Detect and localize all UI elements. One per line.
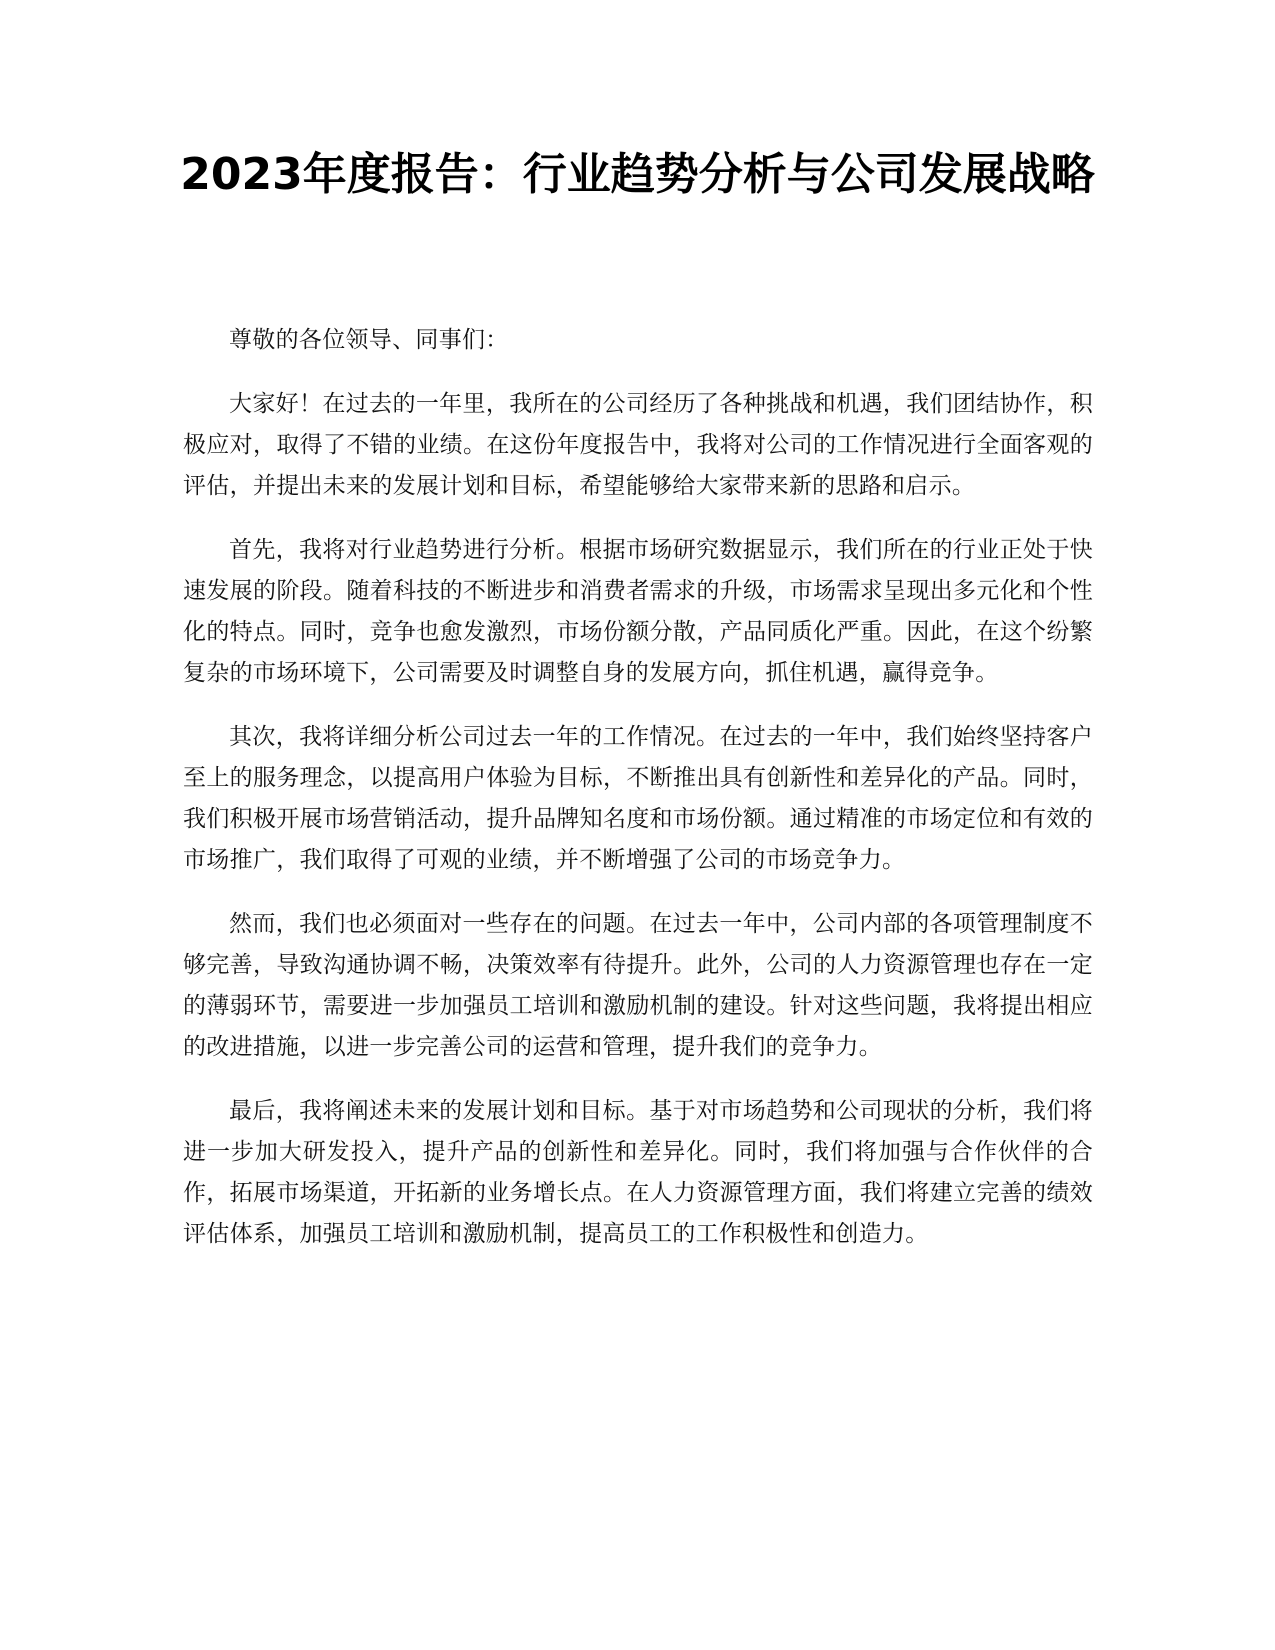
paragraph-work-review: 其次，我将详细分析公司过去一年的工作情况。在过去的一年中，我们始终坚持客户至上的服务理念，以提高用户体验为目标，不断推出具有创新性和差异化的产品。同时，我们积极开展市场营销活动，提升品牌知名度和市场份额。通过精准的市场定位和有效的市场推广，我们取得了可观的业绩，并不断增强了公司的市场竞争力。 xyxy=(183,724,1093,873)
paragraph-intro: 大家好！在过去的一年里，我所在的公司经历了各种挑战和机遇，我们团结协作，积极应对，取得了不错的业绩。在这份年度报告中，我将对公司的工作情况进行全面客观的评估，并提出未来的发展计划和目标，希望能够给大家带来新的思路和启示。 xyxy=(183,391,1093,499)
paragraph-future-plans: 最后，我将阐述未来的发展计划和目标。基于对市场趋势和公司现状的分析，我们将进一步加大研发投入，提升产品的创新性和差异化。同时，我们将加强与合作伙伴的合作，拓展市场渠道，开拓新的业务增长点。在人力资源管理方面，我们将建立完善的绩效评估体系，加强员工培训和激励机制，提高员工的工作积极性和创造力。 xyxy=(183,1098,1093,1247)
document-title: 2023年度报告：行业趋势分析与公司发展战略 xyxy=(180,149,1095,200)
salutation: 尊敬的各位领导、同事们： xyxy=(229,327,509,353)
paragraph-problems: 然而，我们也必须面对一些存在的问题。在过去一年中，公司内部的各项管理制度不够完善，导致沟通协调不畅，决策效率有待提升。此外，公司的人力资源管理也存在一定的薄弱环节，需要进一步加强员工培训和激励机制的建设。针对这些问题，我将提出相应的改进措施，以进一步完善公司的运营和管理，提升我们的竞争力。 xyxy=(183,911,1093,1060)
document-body xyxy=(183,320,1093,1278)
paragraph-industry-trends: 首先，我将对行业趋势进行分析。根据市场研究数据显示，我们所在的行业正处于快速发展的阶段。随着科技的不断进步和消费者需求的升级，市场需求呈现出多元化和个性化的特点。同时，竞争也愈发激烈，市场份额分散，产品同质化严重。因此，在这个纷繁复杂的市场环境下，公司需要及时调整自身的发展方向，抓住机遇，赢得竞争。 xyxy=(183,537,1093,686)
